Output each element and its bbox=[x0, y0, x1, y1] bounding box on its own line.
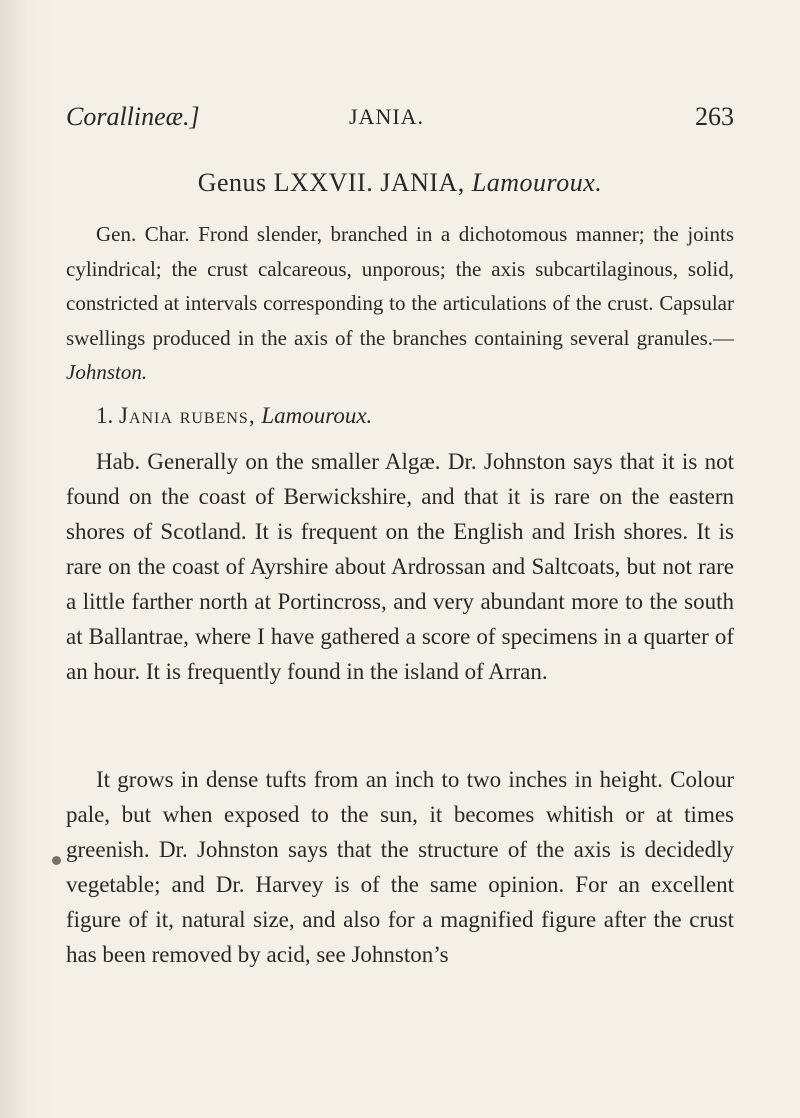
genus-authority: Lamouroux. bbox=[471, 168, 603, 197]
habitat-paragraph: Hab. Generally on the smaller Algæ. Dr. Johnston says that it is not found on the coast of Berwickshire, and that it is rare on the eastern shores of Scotland. It is frequent on the English and Irish shores. It is rare on the coast of Ayrshire about Ardrossan and Saltcoats, but not rare a little farther north at Portincross, and very abundant more to the south at Ballantrae, where I have gathered a score of specimens in a quarter of an hour. It is frequently found in the island of Arran. bbox=[66, 449, 734, 684]
description-paragraph: It grows in dense tufts from an inch to two inches in height. Colour pale, but when exposed to the sun, it becomes whitish or at times greenish. Dr. Johnston says that the structure of the axis is decidedly vegetable; and Dr. Harvey is of the same opinion. For an excellent figure of it, natural size, and also for a magnified figure after the crust has been removed by acid, see Johnston’s bbox=[66, 767, 734, 967]
page-number: 263 bbox=[695, 102, 734, 131]
section-title: Corallineæ.] bbox=[66, 102, 200, 131]
generic-character-text: Gen. Char. Frond slender, branched in a dichotomous manner; the joints cylindrical; the crust calcareous, unporous; the axis subcartilaginous, solid, constricted at intervals corresponding to the articulations of the crust. Capsular swellings produced in the axis of the branches containing several granules.— bbox=[66, 222, 734, 350]
species-authority: Lamouroux. bbox=[261, 403, 373, 428]
species-heading bbox=[66, 403, 734, 429]
genus-heading bbox=[66, 168, 734, 198]
species-name: Jania rubens, bbox=[119, 403, 256, 428]
generic-character-citation: Johnston. bbox=[66, 360, 148, 384]
running-header bbox=[66, 102, 734, 142]
generic-character-paragraph bbox=[66, 217, 734, 390]
ink-spot bbox=[52, 856, 61, 865]
species-number: 1. bbox=[96, 403, 114, 428]
genus-title: Genus LXXVII. JANIA, bbox=[197, 168, 465, 197]
running-title: JANIA. bbox=[349, 104, 425, 129]
